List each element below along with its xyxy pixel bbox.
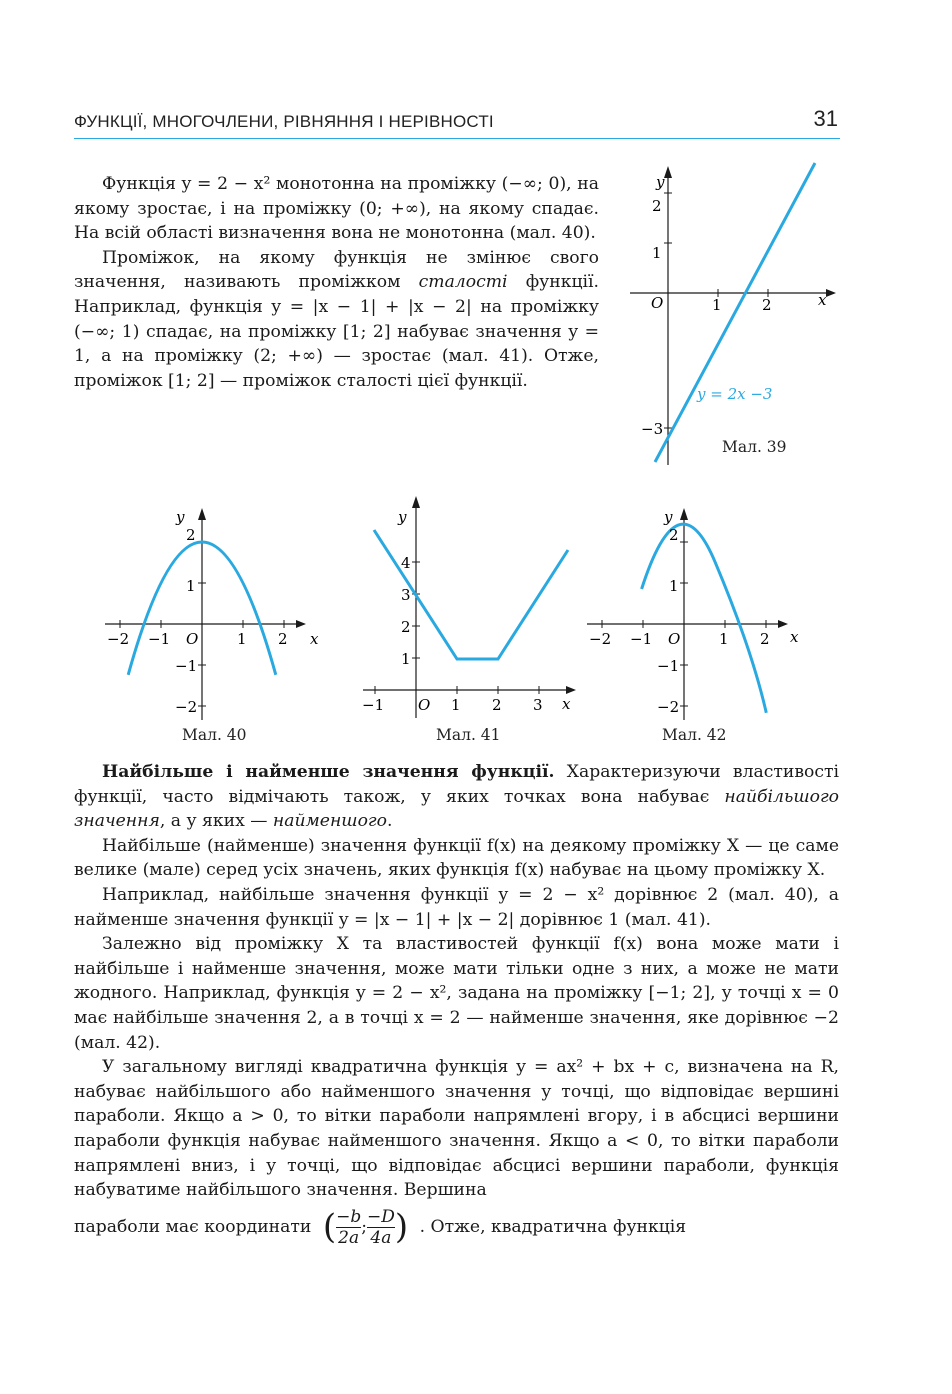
x-tick-label: −1 [148,630,171,648]
x-tick-label: −1 [630,630,653,648]
x-tick-label: −2 [107,630,130,648]
y-axis-label: y [664,508,673,526]
x-tick-label: 2 [492,696,502,714]
x-axis-label: x [310,630,319,648]
chapter-title: ФУНКЦІЇ, МНОГОЧЛЕНИ, РІВНЯННЯ І НЕРІВНОСТІ [74,112,494,131]
x-tick-label: 1 [719,630,729,648]
y-axis-label: y [656,173,665,191]
x-tick-label: −1 [362,696,385,714]
y-axis-label: y [176,508,185,526]
figure-41 [358,492,588,722]
paragraph-definition: Найбільше (найменше) значення функції f(x) на деякому проміжку X — це саме велике (мале) серед усіх значень, яких функція f(x) набуває на цьому проміжку X. [74,835,839,881]
caption-41: Мал. 41 [436,726,501,744]
body-text [74,760,839,1248]
x-axis-label: x [790,628,799,646]
figure-42 [582,500,812,722]
y-tick-label: 2 [401,618,411,636]
x-tick-label: 2 [278,630,288,648]
x-tick-label: 2 [762,296,772,314]
origin-label: O [418,696,431,714]
top-text [74,172,599,393]
y-tick-label: −3 [641,420,664,438]
paragraph-example: Наприклад, найбільше значення функції y = 2 − x² дорівнює 2 (мал. 40), а найменше значення функції y = |x − 1| + |x − 2| дорівнює 1 (мал. 41). [74,884,839,930]
term-greatest: найбільшого значення [74,786,839,832]
figure-40 [100,500,330,722]
origin-label: O [668,630,681,648]
paragraph-quadratic: У загальному вигляді квадратична функція y = ax² + bx + c, визначена на R, набуває найбільшого або найменшого значення у точці, що відповідає вершині параболи. Якщо a > 0, то вітки параболи напрямлені вгору, і в абсцисі вершини параболи функція набуває найменшого значення. Якщо a < 0, то вітки параболи напрямлені вниз, і у точці, що відповідає абсцисі вершини параболи, функція набуватиме найбільшого значення. Вершина [74,1057,839,1201]
y-tick-label: 2 [669,526,679,544]
fraction-abscissa: $\frac{-b}{2a}$ [336,1206,362,1248]
y-axis-arrow [680,508,688,520]
y-axis-arrow [664,166,672,178]
x-tick-label: −2 [589,630,612,648]
caption-40: Мал. 40 [182,726,247,744]
vertex-formula: ( $\frac{-b}{2a}$ ; $\frac{-D}{4a}$ ) [322,1206,409,1248]
y-tick-label: 1 [401,650,411,668]
caption-42: Мал. 42 [662,726,727,744]
x-tick-label: 1 [237,630,247,648]
origin-label: O [186,630,199,648]
running-header [74,106,840,139]
fraction-ordinate: $\frac{-D}{4a}$ [366,1206,395,1248]
term-least: найменшого [272,811,387,832]
line-y-2x-3 [655,163,815,462]
term-constancy: сталості [418,272,508,293]
paragraph-interval-dependence: Залежно від проміжку X та властивостей функції f(x) вона може мати і найбільше і найменше значення, може мати тільки одне з них, а може не мати жодного. Наприклад, функція y = 2 − x², задана на проміжку [−1; 2], у точці x = 0 має найбільше значення 2, а в точці x = 2 — найменше значення, яке дорівнює −2 (мал. 42). [74,934,839,1053]
paragraph-extrema-intro: Найбільше і найменше значення функції. Характеризуючи властивості функції, часто відмічають також, у яких точках вона набуває найбільшого значення, а у яких — найменшого. [74,762,839,832]
origin-label: O [651,294,664,312]
x-axis-label: x [818,291,827,309]
y-tick-label: 1 [652,244,662,262]
y-tick-label: −1 [175,657,198,675]
y-tick-label: 4 [401,554,411,572]
x-axis-arrow [778,620,788,628]
y-tick-label: −2 [657,698,680,716]
section-heading: Найбільше і найменше значення функції. [102,762,555,782]
y-tick-label: 3 [401,586,411,604]
y-tick-label: 1 [669,577,679,595]
x-axis-arrow [826,289,836,297]
y-tick-label: 2 [652,197,662,215]
y-axis-arrow [412,496,420,508]
y-axis-label: y [398,508,407,526]
x-tick-label: 3 [533,696,543,714]
x-axis-arrow [296,620,306,628]
y-axis-arrow [198,508,206,520]
x-axis-label: x [562,695,571,713]
x-tick-label: 1 [451,696,461,714]
page-number: 31 [813,106,838,131]
paragraph-constancy: Проміжок, на якому функція не змінює свого значення, називають проміжком сталості функції. Наприклад, функція y = |x − 1| + |x − 2| на проміжку (−∞; 1) спадає, на проміжку [1; 2] набуває значення y = 1, а на проміжку (2; +∞) — зростає (мал. 41). Отже, проміжок [1; 2] — проміжок сталості цієї функції. [74,247,599,391]
x-axis-arrow [566,686,576,694]
y-tick-label: 2 [186,526,196,544]
caption-39: Мал. 39 [722,438,787,456]
y-tick-label: −2 [175,698,198,716]
x-tick-label: 2 [760,630,770,648]
x-tick-label: 1 [712,296,722,314]
function-label: y = 2x −3 [697,385,773,403]
parabola-segment [642,524,767,713]
paragraph-vertex: параболи має координати ( $\frac{-b}{2a}$ ; $\frac{-D}{4a}$ ) . Отже, квадратична функція [74,1206,687,1248]
y-tick-label: −1 [657,657,680,675]
paragraph-monotonic: Функція y = 2 − x² монотонна на проміжку (−∞; 0), на якому зростає, і на проміжку (0; +∞), на якому спадає. На всій області визначення вона не монотонна (мал. 40). [74,174,599,244]
y-tick-label: 1 [186,577,196,595]
figure-39 [620,160,845,470]
